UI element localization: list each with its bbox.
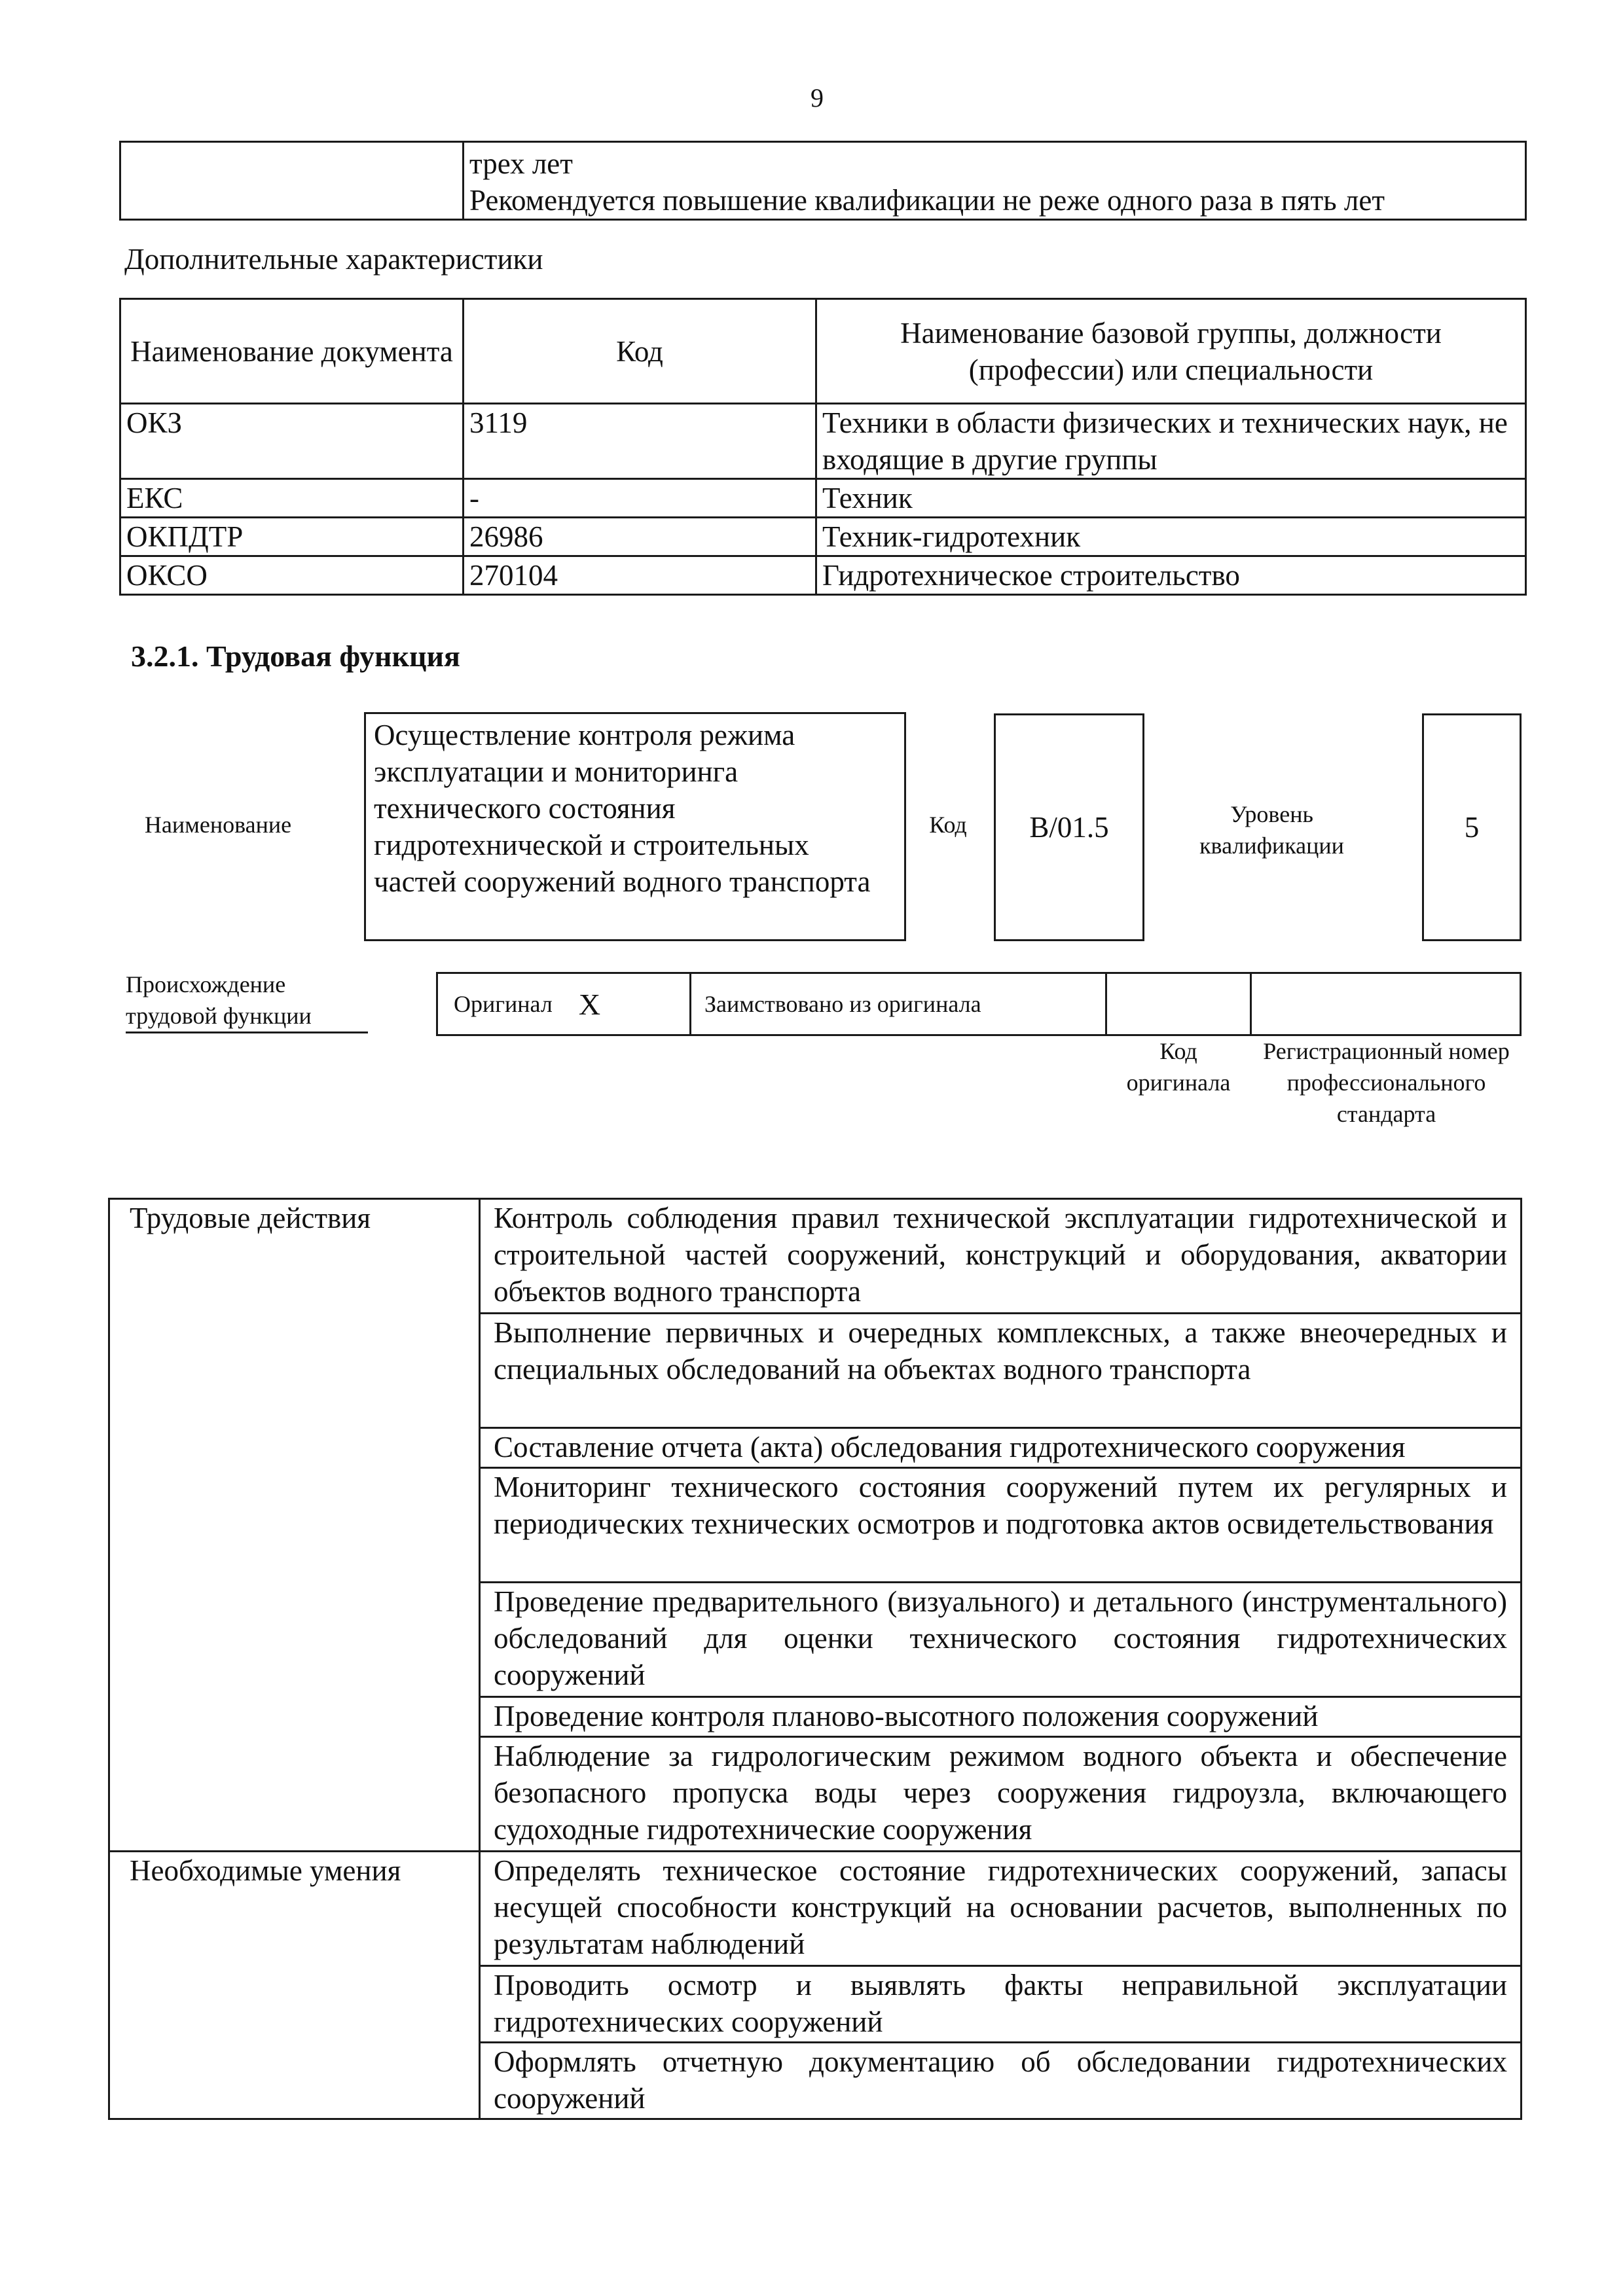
- doc-cell: ЕКС: [120, 479, 464, 518]
- page-number: 9: [811, 83, 824, 113]
- function-code-box: [994, 713, 1144, 941]
- origin-reg-number-box: [1250, 972, 1522, 1036]
- table-row: [120, 518, 1526, 556]
- origin-code-box: [1105, 972, 1252, 1036]
- function-name-value: Осуществление контроля режима эксплуатации и мониторинга технического состояния гидротехнической и строительных частей сооружений водного транспорта: [374, 719, 871, 898]
- labor-action-item: Составление отчета (акта) обследования гидротехнического сооружения: [480, 1428, 1522, 1468]
- header-group-name: Наименование базовой группы, должности (профессии) или специальности: [816, 299, 1526, 404]
- code-cell: 26986: [464, 518, 816, 556]
- required-skills-label: Необходимые умения: [109, 1852, 480, 2119]
- name-cell: Гидротехническое строительство: [816, 556, 1526, 595]
- name-cell: Техники в области физических и технических наук, не входящие в другие группы: [816, 404, 1526, 479]
- qualification-level-label: Уровень квалификации: [1199, 801, 1344, 859]
- table-row: [120, 479, 1526, 518]
- name-cell: Техник-гидротехник: [816, 518, 1526, 556]
- labor-action-item: Наблюдение за гидрологическим режимом водного объекта и обеспечение безопасного пропуска воды через сооружения гидроузла, включающего судоходные гидротехнические сооружения: [480, 1737, 1522, 1852]
- labor-function-details-table: [108, 1198, 1522, 2120]
- origin-borrowed-label: Заимствовано из оригинала: [704, 991, 981, 1017]
- code-cell: -: [464, 479, 816, 518]
- top-line-1: трех лет: [469, 147, 573, 180]
- function-code-label: Код: [929, 812, 967, 838]
- qualification-level-box: [1422, 713, 1522, 941]
- characteristics-table: [119, 298, 1527, 596]
- origin-code-caption: Код оригинала: [1126, 1038, 1231, 1096]
- table-row: [120, 404, 1526, 479]
- code-cell: 3119: [464, 404, 816, 479]
- function-code-value: B/01.5: [1029, 811, 1109, 844]
- labor-action-item: Выполнение первичных и очередных комплексных, а также внеочередных и специальных обследований на объектах водного транспорта: [480, 1314, 1522, 1428]
- function-name-box: [364, 712, 906, 941]
- required-skill-item: Определять техническое состояние гидротехнических сооружений, запасы несущей способности конструкций на основании расчетов, выполненных по результатам наблюдений: [480, 1852, 1522, 1966]
- header-doc-name: Наименование документа: [120, 299, 464, 404]
- labor-action-item: Проведение предварительного (визуального) и детального (инструментального) обследований для оценки технического состояния гидротехнических сооружений: [480, 1583, 1522, 1697]
- required-skill-item: Проводить осмотр и выявлять факты неправильной эксплуатации гидротехнических сооружений: [480, 1966, 1522, 2043]
- qualification-level-value: 5: [1464, 811, 1480, 844]
- table-row: [120, 556, 1526, 595]
- name-cell: Техник: [816, 479, 1526, 518]
- additional-characteristics-title: Дополнительные характеристики: [124, 243, 543, 276]
- labor-action-item: Мониторинг технического состояния сооружений путем их регулярных и периодических технических осмотров и подготовка актов освидетельствования: [480, 1468, 1522, 1583]
- top-continuation-table: [119, 141, 1527, 221]
- origin-borrowed-box: [689, 972, 1107, 1036]
- origin-original-box: [436, 972, 691, 1036]
- top-line-2: Рекомендуется повышение квалификации не реже одного раза в пять лет: [469, 184, 1385, 217]
- doc-cell: ОКСО: [120, 556, 464, 595]
- top-text-cell: [464, 142, 1526, 220]
- origin-original-label: Оригинал: [454, 991, 553, 1017]
- origin-original-mark: X: [578, 987, 601, 1021]
- labor-action-item: Контроль соблюдения правил технической эксплуатации гидротехнической и строительной частей сооружений, конструкций и оборудования, акватории объектов водного транспорта: [480, 1199, 1522, 1314]
- origin-label: Происхождение трудовой функции: [126, 969, 368, 1033]
- characteristics-header-row: [120, 299, 1526, 404]
- header-code: Код: [464, 299, 816, 404]
- function-name-label: Наименование: [144, 812, 292, 838]
- doc-cell: ОКПДТР: [120, 518, 464, 556]
- top-empty-cell: [120, 142, 464, 220]
- doc-cell: ОКЗ: [120, 404, 464, 479]
- code-cell: 270104: [464, 556, 816, 595]
- labor-action-item: Проведение контроля планово-высотного положения сооружений: [480, 1697, 1522, 1737]
- labor-actions-label: Трудовые действия: [109, 1199, 480, 1852]
- required-skill-item: Оформлять отчетную документацию об обследовании гидротехнических сооружений: [480, 2043, 1522, 2119]
- origin-reg-caption: Регистрационный номер профессионального стандарта: [1263, 1038, 1510, 1127]
- section-title: 3.2.1. Трудовая функция: [131, 639, 460, 673]
